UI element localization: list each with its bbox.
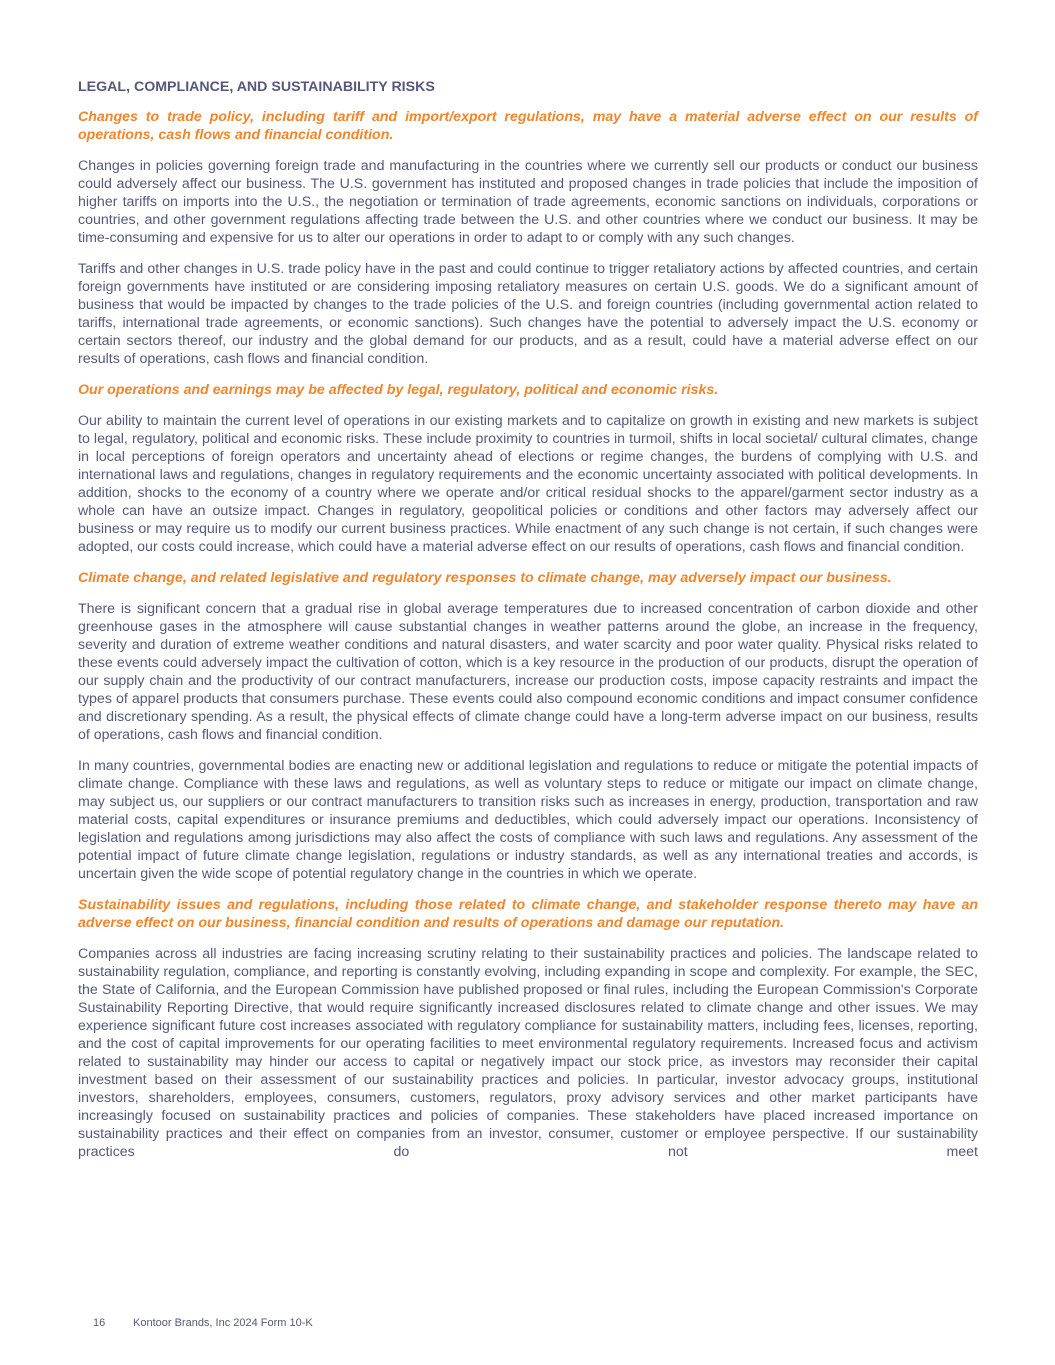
- risk-title-climate-change: Climate change, and related legislative and regulatory responses to climate change, may adversely impact our business.: [78, 570, 892, 586]
- risk-title-sustainability: Sustainability issues and regulations, including those related to climate change, and stakeholder response thereto may have an adverse effect on our business, financial condition and results of operations and damage our reputation.: [78, 897, 978, 931]
- risk-title-trade-policy: Changes to trade policy, including tariff and import/export regulations, may have a material adverse effect on our results of operations, cash flows and financial condition.: [78, 109, 978, 143]
- section-heading: LEGAL, COMPLIANCE, AND SUSTAINABILITY RISKS: [78, 79, 435, 95]
- risk-title-legal-regulatory: Our operations and earnings may be affected by legal, regulatory, political and economic risks.: [78, 382, 719, 398]
- paragraph-climate-change-2: In many countries, governmental bodies are enacting new or additional legislation and regulations to reduce or mitigate the potential impacts of climate change. Compliance with these laws and regulations, as well as voluntary steps to reduce or mitigate our impact on climate change, may subject us, our suppliers or our contract manufacturers to transition risks such as increases in energy, production, transportation and raw material costs, capital expenditures or insurance premiums and deductibles, which could adversely impact our operations. Inconsistency of legislation and regulations among jurisdictions may also affect the costs of compliance with such laws and regulations. Any assessment of the potential impact of future climate change legislation, regulations or industry standards, as well as any international treaties and accords, is uncertain given the wide scope of potential regulatory change in the countries in which we operate.: [78, 758, 978, 882]
- paragraph-trade-policy-2: Tariffs and other changes in U.S. trade policy have in the past and could continue to trigger retaliatory actions by affected countries, and certain foreign governments have instituted or are considering imposing retaliatory measures on certain U.S. goods. We do a significant amount of business that would be impacted by changes to the trade policies of the U.S. and foreign countries (including governmental action related to tariffs, international trade agreements, or economic sanctions). Such changes have the potential to adversely impact the U.S. economy or certain sectors thereof, our industry and the global demand for our products, and as a result, could have a material adverse effect on our results of operations, cash flows and financial condition.: [78, 261, 978, 367]
- paragraph-legal-regulatory-1: Our ability to maintain the current level of operations in our existing markets and to capitalize on growth in existing and new markets is subject to legal, regulatory, political and economic risks. These include proximity to countries in turmoil, shifts in local societal/ cultural climates, change in local perceptions of foreign operators and uncertainty ahead of elections or regime changes, the burdens of complying with U.S. and international laws and regulations, changes in regulatory requirements and the economic uncertainty associated with political developments. In addition, shocks to the economy of a country where we operate and/or critical residual shocks to the apparel/garment sector industry as a whole can have an outsize impact. Changes in regulatory, geopolitical policies or conditions and other factors may adversely affect our business or may require us to modify our current business practices. While enactment of any such change is not certain, if such changes were adopted, our costs could increase, which could have a material adverse effect on our results of operations, cash flows and financial condition.: [78, 413, 978, 555]
- paragraph-climate-change-1: There is significant concern that a gradual rise in global average temperatures due to increased concentration of carbon dioxide and other greenhouse gases in the atmosphere will cause substantial changes in weather patterns around the globe, an increase in the frequency, severity and duration of extreme weather conditions and natural disasters, and water scarcity and poor water quality. Physical risks related to these events could adversely impact the cultivation of cotton, which is a key resource in the production of our products, disrupt the operation of our supply chain and the productivity of our contract manufacturers, increase our production costs, impose capacity restraints and impact the types of apparel products that consumers purchase. These events could also compound economic conditions and impact consumer confidence and discretionary spending. As a result, the physical effects of climate change could have a long-term adverse impact on our business, results of operations, cash flows and financial condition.: [78, 601, 978, 743]
- page-number: 16: [93, 1317, 106, 1329]
- paragraph-sustainability-1: Companies across all industries are facing increasing scrutiny relating to their sustainability practices and policies. The landscape related to sustainability regulation, compliance, and reporting is constantly evolving, including expanding in scope and complexity. For example, the SEC, the State of California, and the European Commission have published proposed or final rules, including the European Commission's Corporate Sustainability Reporting Directive, that would require significantly increased disclosures related to climate change and other issues. We may experience significant future cost increases associated with regulatory compliance for sustainability matters, including fees, licenses, reporting, and the cost of capital improvements for our operating facilities to meet environmental regulatory requirements. Increased focus and activism related to sustainability may hinder our access to capital or negatively impact our stock price, as investors may reconsider their capital investment based on their assessment of our sustainability practices and policies. In particular, investor advocacy groups, institutional investors, shareholders, employees, consumers, customers, regulators, proxy advisory services and other market participants have increasingly focused on sustainability practices and policies of companies. These stakeholders have placed increased importance on sustainability practices and their effect on companies from an investor, consumer, customer or employee perspective. If our sustainability practices do not meet: [78, 946, 978, 1160]
- document-title: Kontoor Brands, Inc 2024 Form 10-K: [133, 1317, 313, 1329]
- page-footer: [93, 1316, 313, 1330]
- document-page: [78, 78, 978, 1174]
- paragraph-trade-policy-1: Changes in policies governing foreign trade and manufacturing in the countries where we currently sell our products or conduct our business could adversely affect our business. The U.S. government has instituted and proposed changes in trade policies that include the imposition of higher tariffs on imports into the U.S., the negotiation or termination of trade agreements, economic sanctions on individuals, corporations or countries, and other government regulations affecting trade between the U.S. and other countries where we conduct our business. It may be time-consuming and expensive for us to alter our operations in order to adapt to or comply with any such changes.: [78, 158, 978, 246]
